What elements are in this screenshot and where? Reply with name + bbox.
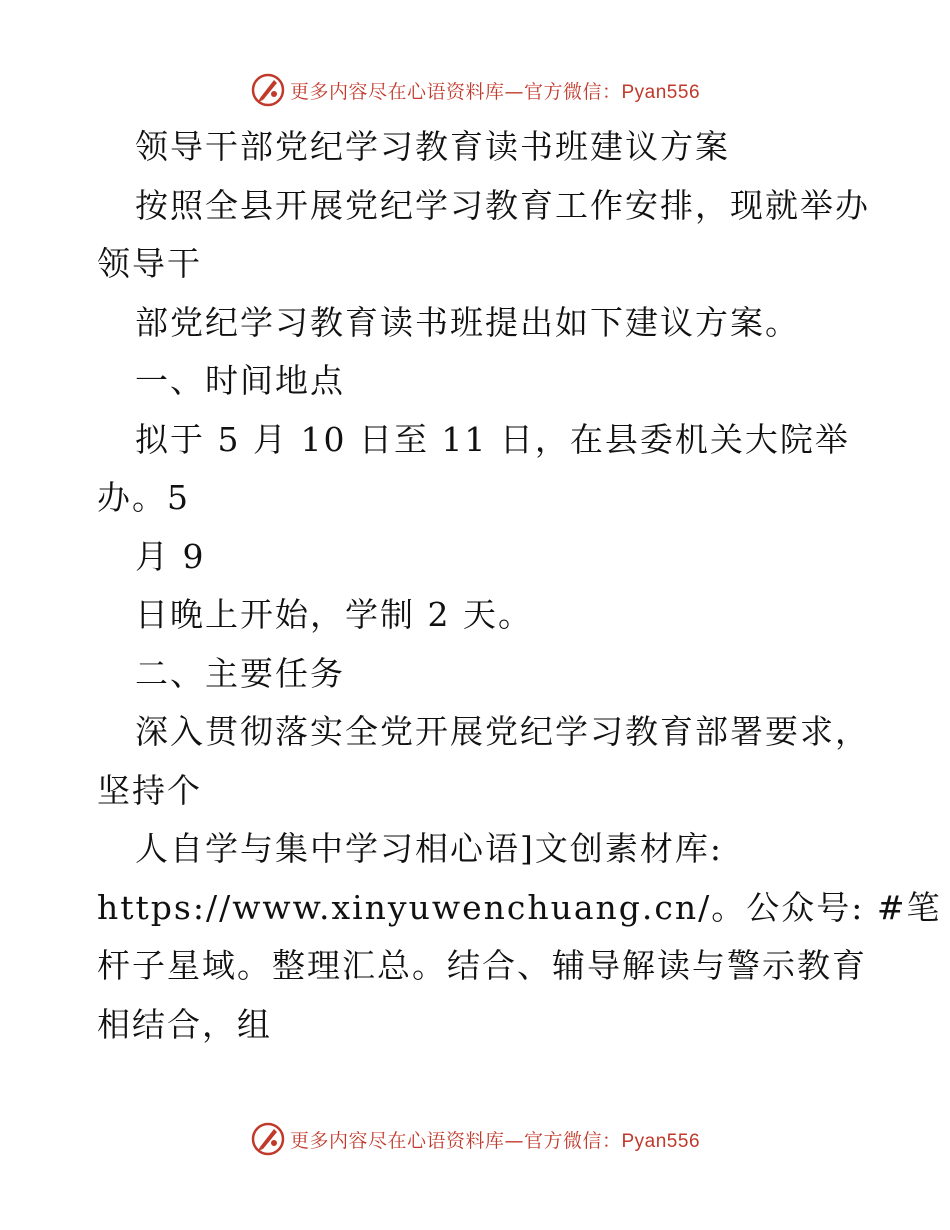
doc-line: 相结合，组 xyxy=(97,1004,272,1044)
doc-line: 领导干 xyxy=(97,244,202,283)
doc-line: 拟于 5 月 10 日至 11 日，在县委机关大院举 xyxy=(135,419,850,459)
footer-watermark xyxy=(0,1119,950,1159)
doc-line: 一、时间地点 xyxy=(135,361,345,400)
doc-line: 人自学与集中学习相心语]文创素材库: xyxy=(135,829,723,868)
doc-line: 二、主要任务 xyxy=(135,653,345,693)
doc-line: 领导干部党纪学习教育读书班建议方案 xyxy=(135,127,730,166)
wechat-id: Pyan556 xyxy=(621,1130,701,1152)
header-watermark xyxy=(0,70,950,110)
doc-line: 办。5 xyxy=(97,478,190,517)
quill-pen-logo-icon xyxy=(250,72,286,108)
doc-line: 月 9 xyxy=(135,536,206,576)
watermark-text: 更多内容尽在心语资料库—官方微信： xyxy=(289,1129,622,1152)
wechat-id: Pyan556 xyxy=(621,81,701,103)
doc-line: 部党纪学习教育读书班提出如下建议方案。 xyxy=(135,302,800,342)
watermark-text: 更多内容尽在心语资料库—官方微信： xyxy=(289,80,622,103)
doc-line: 日晚上开始，学制 2 天。 xyxy=(135,595,533,634)
doc-line: 深入贯彻落实全党开展党纪学习教育部署要求， xyxy=(135,712,870,751)
doc-line: https://www.xinyuwenchuang.cn/。公众号: #笔 xyxy=(97,887,942,927)
document-body xyxy=(97,118,942,1054)
quill-pen-logo-icon xyxy=(250,1121,286,1157)
doc-line: 按照全县开展党纪学习教育工作安排，现就举办 xyxy=(135,185,870,225)
doc-line: 坚持个 xyxy=(97,770,202,810)
doc-line: 杆子星域。整理汇总。结合、辅导解读与警示教育 xyxy=(97,946,867,985)
